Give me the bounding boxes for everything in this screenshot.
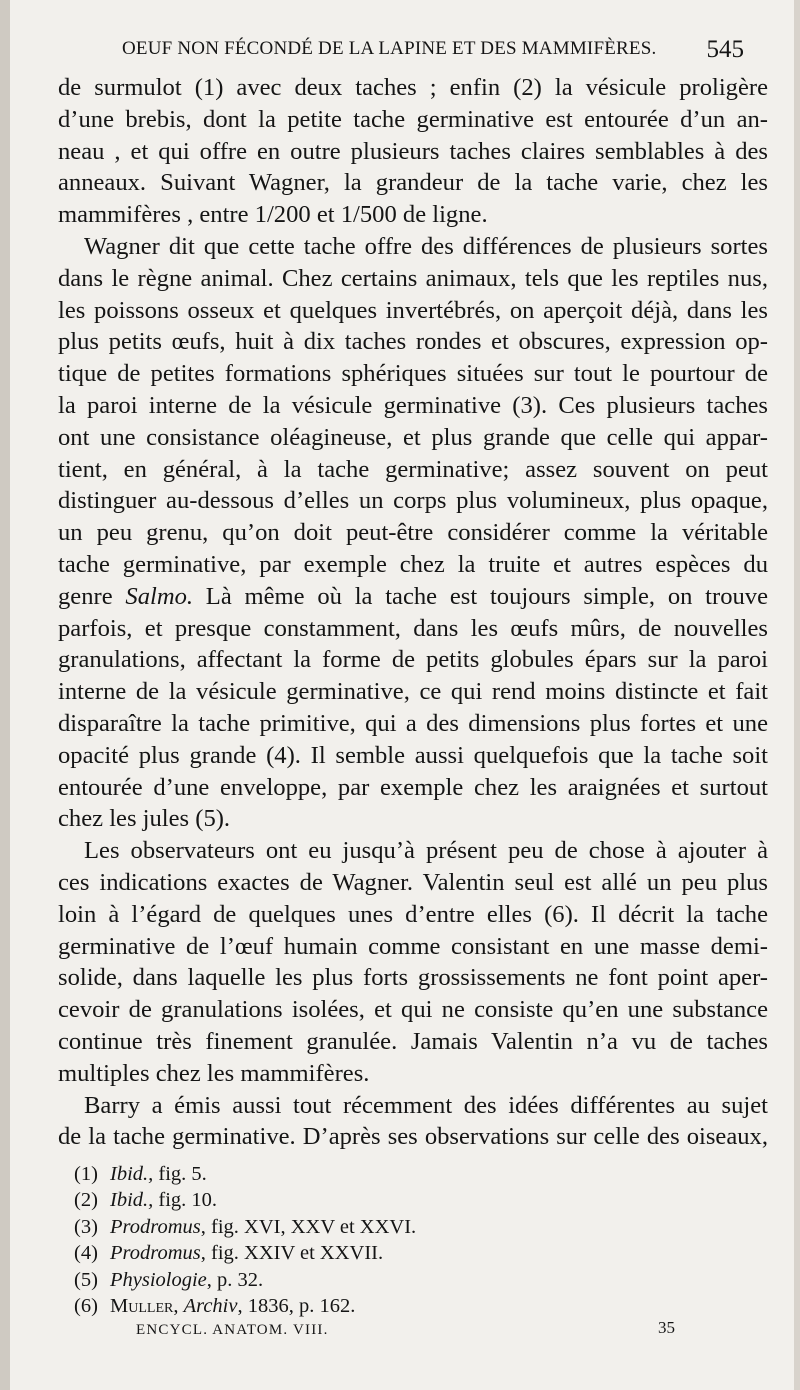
text-line: de la tache germinative. D’après ses observations sur celle des oiseaux, [58,1123,768,1151]
footnote-number: (6) [74,1294,98,1317]
sheet-number: 35 [658,1318,675,1337]
text-line: germinative de l’œuf humain comme consistant en une masse demi- [58,932,768,960]
text-line: de surmulot (1) avec deux taches ; enfin (2) la vésicule proligère [58,74,768,101]
cited-work: Archiv [183,1294,238,1317]
text-line: loin à l’égard de quelques unes d’entre elles (6). Il décrit la tache [58,900,768,928]
text-line: distinguer au-dessous d’elles un corps plus volumineux, plus opaque, [58,487,768,515]
footnote: (2) Ibid., fig. 10. [74,1187,474,1213]
text-line: genre Salmo. Là même où la tache est toujours simple, on trouve [58,582,769,610]
cited-work: Prodromus [110,1242,201,1265]
page-number: 545 [706,36,744,63]
cited-work: Ibid., [110,1163,154,1185]
author-name: Muller, [110,1294,179,1317]
footnote-number: (1) [74,1163,98,1185]
text-line: neau , et qui offre en outre plusieurs taches claires semblables à des [58,137,768,165]
cited-work: Ibid., [110,1189,154,1212]
body-text [58,72,768,1153]
page-header [96,36,752,66]
text-line: chez les jules (5). [58,805,231,833]
text-line: Wagner dit que cette tache offre des différences de plusieurs sortes [84,232,768,260]
printer-signature: ENCYCL. ANATOM. VIII. [136,1322,329,1338]
footnote-number: (5) [74,1268,98,1291]
text-line: mammifères , entre 1/200 et 1/500 de ligne. [58,201,488,229]
text-line: cevoir de granulations isolées, et qui ne consiste qu’en une substance [58,996,768,1024]
text-line: entourée d’une enveloppe, par exemple chez les araignées et surtout [58,773,768,801]
footnote: (3) Prodromus, fig. XVI, XXV et XXVI. [74,1214,474,1240]
footnote-number: (4) [74,1242,98,1265]
footnote: (6) Muller, Archiv, 1836, p. 162. [74,1293,474,1319]
text-line: interne de la vésicule germinative, ce qui rend moins distincte et fait [58,678,768,706]
text-line: plus petits œufs, huit à dix taches rondes et obscures, expression op- [58,328,768,356]
text-line: ces indications exactes de Wagner. Valentin seul est allé un peu plus [58,868,768,896]
text-line: dans le règne animal. Chez certains animaux, tels que les reptiles nus, [58,264,768,292]
text-line: parfois, et presque constamment, dans les œufs mûrs, de nouvelles [58,614,768,642]
text-line: tique de petites formations sphériques situées sur tout le pourtour de [58,360,768,388]
text-line: d’une brebis, dont la petite tache germinative est entourée d’un an- [58,105,768,133]
footnote-number: (3) [74,1215,98,1238]
text-line: solide, dans laquelle les plus forts grossissements ne font point aper- [58,964,768,992]
text-line: multiples chez les mammifères. [58,1059,370,1087]
footnote: (1) Ibid., fig. 5. [74,1161,474,1187]
text-line: anneaux. Suivant Wagner, la grandeur de la tache varie, chez les [58,169,768,197]
text-line: tache germinative, par exemple chez la truite et autres espèces du [58,550,768,578]
cited-work: Prodromus [110,1215,201,1238]
footnote-number: (2) [74,1189,98,1212]
text-line: granulations, affectant la forme de petits globules épars sur la paroi [58,646,768,674]
text-line: continue très finement granulée. Jamais Valentin n’a vu de taches [58,1027,768,1055]
footnotes [74,1161,474,1319]
cited-work: Physiologie [110,1268,207,1291]
text-line: Les observateurs ont eu jusqu’à présent peu de chose à ajouter à [84,837,768,865]
text-line: opacité plus grande (4). Il semble aussi quelquefois que la tache soit [58,741,768,769]
text-line: disparaître la tache primitive, qui a des dimensions plus fortes et une [58,709,768,737]
text-line: Barry a émis aussi tout récemment des idées différentes au sujet [84,1091,768,1119]
text-line: les poissons osseux et quelques invertébrés, on aperçoit déjà, dans les [58,296,768,324]
text-line: tient, en général, à la tache germinative; assez souvent on peut [58,455,768,483]
text-line: la paroi interne de la vésicule germinative (3). Ces plusieurs taches [58,391,768,419]
text-line: ont une consistance oléagineuse, et plus grande que celle qui appar- [58,423,768,451]
italic-term: Salmo. [125,582,194,610]
running-title: OEUF NON FÉCONDÉ DE LA LAPINE ET DES MAMMIFÈRES. [122,38,657,59]
footnote: (5) Physiologie, p. 32. [74,1267,474,1293]
footnote: (4) Prodromus, fig. XXIV et XXVII. [74,1240,474,1266]
text-line: un peu grenu, qu’on doit peut-être considérer comme la véritable [58,519,768,547]
